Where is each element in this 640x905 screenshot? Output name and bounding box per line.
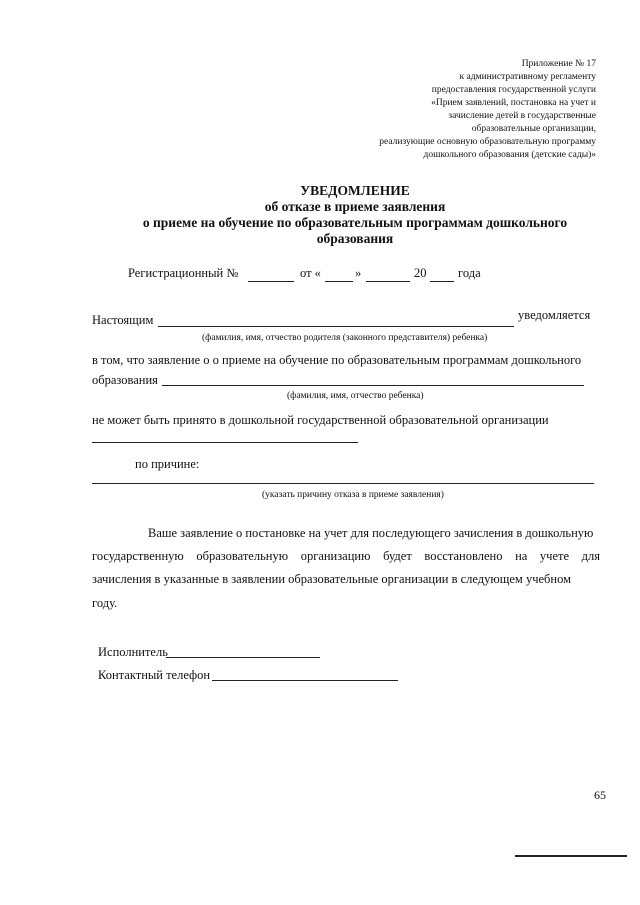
executor-label: Исполнитель — [98, 645, 168, 659]
header-line: «Прием заявлений, постановка на учет и — [431, 98, 596, 108]
registration-from: от « — [300, 266, 321, 280]
phone-blank — [212, 680, 398, 681]
header-line: реализующие основную образовательную программу — [379, 137, 596, 147]
executor-blank — [166, 657, 320, 658]
child-caption: (фамилия, имя, отчество ребенка) — [287, 391, 424, 401]
title-line: о приеме на обучение по образовательным программам дошкольного — [142, 215, 568, 230]
title-line: образования — [316, 231, 394, 246]
title-line: об отказе в приеме заявления — [264, 199, 446, 214]
notice-lead: Настоящим — [92, 313, 154, 327]
parent-name-blank — [158, 326, 514, 327]
document-title — [100, 183, 610, 247]
registration-day-blank — [325, 281, 353, 282]
reason-caption: (указать причину отказа в приеме заявления) — [262, 490, 444, 500]
header-line: дошкольного образования (детские сады)» — [423, 150, 596, 160]
organization-blank — [92, 442, 358, 443]
registration-month-blank — [366, 281, 410, 282]
header-line: предоставления государственной услуги — [431, 85, 596, 95]
statement-line: в том, что заявление о о приеме на обучение по образовательным программам дошкольного — [92, 353, 582, 367]
reason-blank — [92, 483, 594, 484]
registration-year-prefix: 20 — [414, 266, 427, 280]
not-accepted-line: не может быть принято в дошкольной государственной образовательной организации — [92, 413, 549, 427]
statement-continuation: образования — [92, 373, 158, 387]
registration-number-blank — [248, 281, 294, 282]
reason-label: по причине: — [135, 457, 200, 471]
header-line: образовательные организации, — [471, 124, 596, 134]
phone-label: Контактный телефон — [98, 668, 211, 682]
page-number: 65 — [594, 788, 606, 802]
registration-year-suffix: года — [458, 266, 481, 280]
footer-rule — [515, 855, 627, 857]
body-line: Ваше заявление о постановке на учет для последующего зачисления в дошкольную — [148, 526, 594, 540]
body-line: государственную образовательную организацию будет восстановлено на учете для — [92, 549, 600, 563]
registration-quote: » — [355, 266, 362, 280]
body-line: году. — [92, 596, 118, 610]
title-line: УВЕДОМЛЕНИЕ — [300, 183, 410, 198]
appendix-number: Приложение № 17 — [521, 59, 596, 69]
registration-year-blank — [430, 281, 454, 282]
parent-caption: (фамилия, имя, отчество родителя (законного представителя) ребенка) — [202, 333, 488, 343]
child-name-blank — [162, 385, 584, 386]
appendix-header — [266, 58, 596, 162]
header-line: зачисление детей в государственные — [448, 111, 596, 121]
registration-label: Регистрационный № — [128, 266, 239, 280]
body-line: зачисления в указанные в заявлении образовательные организации в следующем учебном — [92, 572, 572, 586]
header-line: к административному регламенту — [459, 72, 596, 82]
notice-verb: уведомляется — [518, 308, 591, 322]
